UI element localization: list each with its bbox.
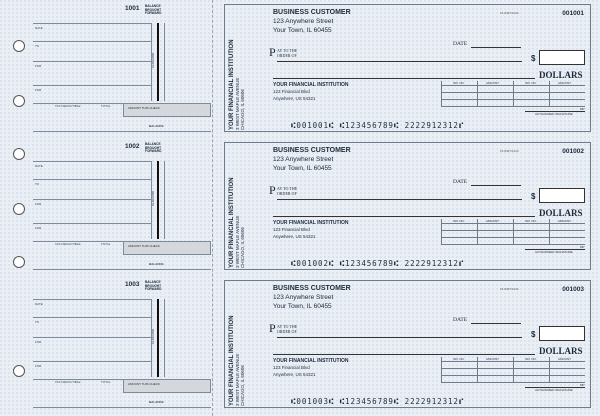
- written-amount-line[interactable]: [273, 354, 535, 355]
- institution-city: Anywhere, US 54321: [273, 96, 316, 101]
- vertical-institution-name: YOUR FINANCIAL INSTITUTION: [229, 315, 235, 406]
- customer-street: 123 Anywhere Street: [273, 294, 334, 301]
- pay-p-letter: P: [269, 183, 276, 197]
- ledger-col: [477, 219, 478, 245]
- pay-to-label: [277, 325, 297, 334]
- mp-label: MP: [580, 107, 585, 111]
- stub-date-label: DATE: [35, 302, 43, 306]
- label-brought: BROUGHT: [145, 7, 162, 12]
- balance-brought-forward-label: [145, 281, 161, 292]
- date-label: DATE: [453, 179, 468, 185]
- micr-line: ⑆001002⑆ ⑆123456789⑆ 2222912312⑈: [291, 259, 465, 268]
- label-forward: FORWARD: [145, 149, 162, 154]
- inv-no-header: INV. NO.: [525, 81, 537, 85]
- vertical-institution: [229, 315, 245, 406]
- amount-header: AMOUNT: [486, 219, 499, 223]
- ledger-col: [441, 81, 442, 107]
- ledger-col: [513, 357, 514, 383]
- date-line[interactable]: [471, 47, 521, 48]
- binder-hole: [13, 95, 25, 107]
- customer-name: BUSINESS CUSTOMER: [273, 285, 351, 292]
- vertical-institution-city: CHICAGO, IL 60606: [240, 89, 245, 130]
- amount-box[interactable]: [539, 50, 585, 65]
- customer-city: Your Town, IL 60455: [273, 165, 332, 172]
- dollars-label: DOLLARS: [539, 208, 583, 218]
- pay-to-text: AY TO THE: [277, 48, 298, 53]
- pay-p-letter: P: [269, 321, 276, 335]
- stub-line: [33, 61, 151, 62]
- stub-line: [33, 337, 151, 338]
- ledger-col: [441, 357, 442, 383]
- institution-name: YOUR FINANCIAL INSTITUTION: [273, 82, 349, 88]
- label-balance: BALANCE: [145, 142, 161, 146]
- inv-no-header: INV. NO.: [525, 357, 537, 361]
- check-number: 001001: [562, 10, 584, 17]
- deposits-bar: [157, 23, 159, 101]
- signature-label: AUTHORIZED SIGNATURE: [535, 250, 573, 254]
- invoice-ledger: [441, 219, 585, 245]
- label-balance: BALANCE: [145, 4, 161, 8]
- payee-line[interactable]: [277, 337, 522, 338]
- institution-name: YOUR FINANCIAL INSTITUTION: [273, 358, 349, 364]
- customer-city: Your Town, IL 60455: [273, 303, 332, 310]
- check: [224, 280, 591, 408]
- dollar-sign: $: [531, 330, 536, 339]
- date-line[interactable]: [471, 185, 521, 186]
- stub-date-label: DATE: [35, 26, 43, 30]
- stub-for-label: FOR: [35, 88, 42, 92]
- stub-line: [33, 317, 151, 318]
- stub-for-label: FOR: [35, 64, 42, 68]
- stub-line: [33, 41, 151, 42]
- inv-no-header: INV. NO.: [453, 219, 465, 223]
- stub-to-label: TO: [35, 320, 40, 324]
- inv-no-header: INV. NO.: [525, 219, 537, 223]
- balance-brought-forward-label: [145, 5, 161, 16]
- check-number: 001002: [562, 148, 584, 155]
- order-of-text: ORDER OF: [277, 52, 297, 58]
- order-of-text: ORDER OF: [277, 190, 297, 196]
- amount-this-check-box: [123, 379, 211, 393]
- micr-line: ⑆001001⑆ ⑆123456789⑆ 2222912312⑈: [291, 121, 465, 130]
- vertical-institution-name: YOUR FINANCIAL INSTITUTION: [229, 177, 235, 268]
- stub-line: [33, 85, 151, 86]
- dollar-sign: $: [531, 192, 536, 201]
- stub-line: [33, 269, 211, 270]
- written-amount-line[interactable]: [273, 216, 535, 217]
- routing-fraction: 15-8497/1234: [500, 287, 519, 291]
- stub-line: [33, 131, 211, 132]
- customer-street: 123 Anywhere Street: [273, 18, 334, 25]
- stub-line: [33, 223, 151, 224]
- pay-to-text: AY TO THE: [277, 324, 298, 329]
- stub-tax-label: TAX DEDUCTIBLE: [55, 242, 81, 246]
- stub-to-label: TO: [35, 182, 40, 186]
- stub-number: 1003: [125, 281, 140, 288]
- signature-label: AUTHORIZED SIGNATURE: [535, 388, 573, 392]
- routing-fraction: 15-8497/1234: [500, 11, 519, 15]
- invoice-ledger: [441, 357, 585, 383]
- stub-total-label: TOTAL: [101, 380, 111, 384]
- label-forward: FORWARD: [145, 11, 162, 16]
- pay-to-text: AY TO THE: [277, 186, 298, 191]
- payee-line[interactable]: [277, 61, 522, 62]
- customer-name: BUSINESS CUSTOMER: [273, 147, 351, 154]
- ledger-col: [549, 81, 550, 107]
- dollar-sign: $: [531, 54, 536, 63]
- invoice-ledger: [441, 81, 585, 107]
- label-balance: BALANCE: [145, 280, 161, 284]
- binder-hole: [13, 256, 25, 268]
- stub-total-label: TOTAL: [101, 104, 111, 108]
- signature-label: AUTHORIZED SIGNATURE: [535, 112, 573, 116]
- check: [224, 142, 591, 270]
- binder-hole: [13, 40, 25, 52]
- amount-header: AMOUNT: [486, 81, 499, 85]
- institution-city: Anywhere, US 54321: [273, 372, 316, 377]
- micr-line: ⑆001003⑆ ⑆123456789⑆ 2222912312⑈: [291, 397, 465, 406]
- check-stub: [33, 141, 211, 275]
- vertical-institution-street: 3 WEST MAPLE AVENUE: [235, 215, 240, 268]
- date-label: DATE: [453, 41, 468, 47]
- stub-balance-label: BALANCE: [149, 124, 164, 128]
- stub-tax-label: TAX DEDUCTIBLE: [55, 380, 81, 384]
- mp-label: MP: [580, 245, 585, 249]
- label-forward: FORWARD: [145, 287, 162, 292]
- written-amount-line[interactable]: [273, 78, 535, 79]
- check: [224, 4, 591, 132]
- stub-line: [33, 361, 151, 362]
- dollars-label: DOLLARS: [539, 346, 583, 356]
- amount-header: AMOUNT: [486, 357, 499, 361]
- stub-line: [33, 23, 151, 24]
- amount-box[interactable]: [539, 326, 585, 341]
- deposits-label: DEPOSITS: [151, 53, 155, 69]
- stub-line: [33, 179, 151, 180]
- stub-number: 1002: [125, 143, 140, 150]
- stub-for-label: FOR: [35, 340, 42, 344]
- vertical-institution: [229, 177, 245, 268]
- inv-no-header: INV. NO.: [453, 357, 465, 361]
- check-stub: [33, 279, 211, 413]
- institution-street: 123 Financial Blvd: [273, 89, 310, 94]
- ledger-col: [549, 219, 550, 245]
- dollars-label: DOLLARS: [539, 70, 583, 80]
- label-brought: BROUGHT: [145, 145, 162, 150]
- amount-this-check-label: AMOUNT THIS CHECK: [128, 106, 160, 110]
- customer-city: Your Town, IL 60455: [273, 27, 332, 34]
- deposits-label: DEPOSITS: [151, 191, 155, 207]
- ledger-col: [513, 81, 514, 107]
- deposits-bar: [157, 161, 159, 239]
- stub-date-label: DATE: [35, 164, 43, 168]
- routing-fraction: 15-8497/1234: [500, 149, 519, 153]
- amount-this-check-box: [123, 103, 211, 117]
- binder-hole: [13, 203, 25, 215]
- binder-hole: [13, 148, 25, 160]
- perforation-line: [212, 0, 213, 416]
- pay-p-letter: P: [269, 45, 276, 59]
- stub-for-label: FOR: [35, 226, 42, 230]
- vertical-institution-name: YOUR FINANCIAL INSTITUTION: [229, 39, 235, 130]
- institution-street: 123 Financial Blvd: [273, 365, 310, 370]
- stub-number: 1001: [125, 5, 140, 12]
- check-number: 001003: [562, 286, 584, 293]
- ledger-col: [441, 219, 442, 245]
- ledger-col: [477, 81, 478, 107]
- mp-label: MP: [580, 383, 585, 387]
- amount-this-check-box: [123, 241, 211, 255]
- customer-name: BUSINESS CUSTOMER: [273, 9, 351, 16]
- pay-to-label: [277, 49, 297, 58]
- stub-tax-label: TAX DEDUCTIBLE: [55, 104, 81, 108]
- stub-line: [33, 199, 151, 200]
- amount-this-check-label: AMOUNT THIS CHECK: [128, 244, 160, 248]
- order-of-text: ORDER OF: [277, 328, 297, 334]
- stub-for-label: FOR: [35, 364, 42, 368]
- inv-no-header: INV. NO.: [453, 81, 465, 85]
- amount-header: AMOUNT: [558, 81, 571, 85]
- vertical-institution-city: CHICAGO, IL 60606: [240, 365, 245, 406]
- vertical-institution: [229, 39, 245, 130]
- amount-this-check-label: AMOUNT THIS CHECK: [128, 382, 160, 386]
- check-stub: [33, 3, 211, 137]
- customer-street: 123 Anywhere Street: [273, 156, 334, 163]
- amount-box[interactable]: [539, 188, 585, 203]
- binder-hole: [13, 365, 25, 377]
- deposits-bar: [157, 299, 159, 377]
- label-brought: BROUGHT: [145, 283, 162, 288]
- date-line[interactable]: [471, 323, 521, 324]
- stub-line: [33, 161, 151, 162]
- vertical-institution-city: CHICAGO, IL 60606: [240, 227, 245, 268]
- ledger-col: [513, 219, 514, 245]
- stub-for-label: FOR: [35, 202, 42, 206]
- ledger-col: [549, 357, 550, 383]
- stub-balance-label: BALANCE: [149, 400, 164, 404]
- balance-brought-forward-label: [145, 143, 161, 154]
- amount-header: AMOUNT: [558, 219, 571, 223]
- payee-line[interactable]: [277, 199, 522, 200]
- vertical-institution-street: 3 WEST MAPLE AVENUE: [235, 353, 240, 406]
- institution-street: 123 Financial Blvd: [273, 227, 310, 232]
- institution-name: YOUR FINANCIAL INSTITUTION: [273, 220, 349, 226]
- stub-balance-label: BALANCE: [149, 262, 164, 266]
- institution-city: Anywhere, US 54321: [273, 234, 316, 239]
- deposits-label: DEPOSITS: [151, 329, 155, 345]
- stub-line: [33, 299, 151, 300]
- date-label: DATE: [453, 317, 468, 323]
- amount-header: AMOUNT: [558, 357, 571, 361]
- vertical-institution-street: 3 WEST MAPLE AVENUE: [235, 77, 240, 130]
- ledger-col: [477, 357, 478, 383]
- pay-to-label: [277, 187, 297, 196]
- stub-total-label: TOTAL: [101, 242, 111, 246]
- stub-to-label: TO: [35, 44, 40, 48]
- stub-line: [33, 407, 211, 408]
